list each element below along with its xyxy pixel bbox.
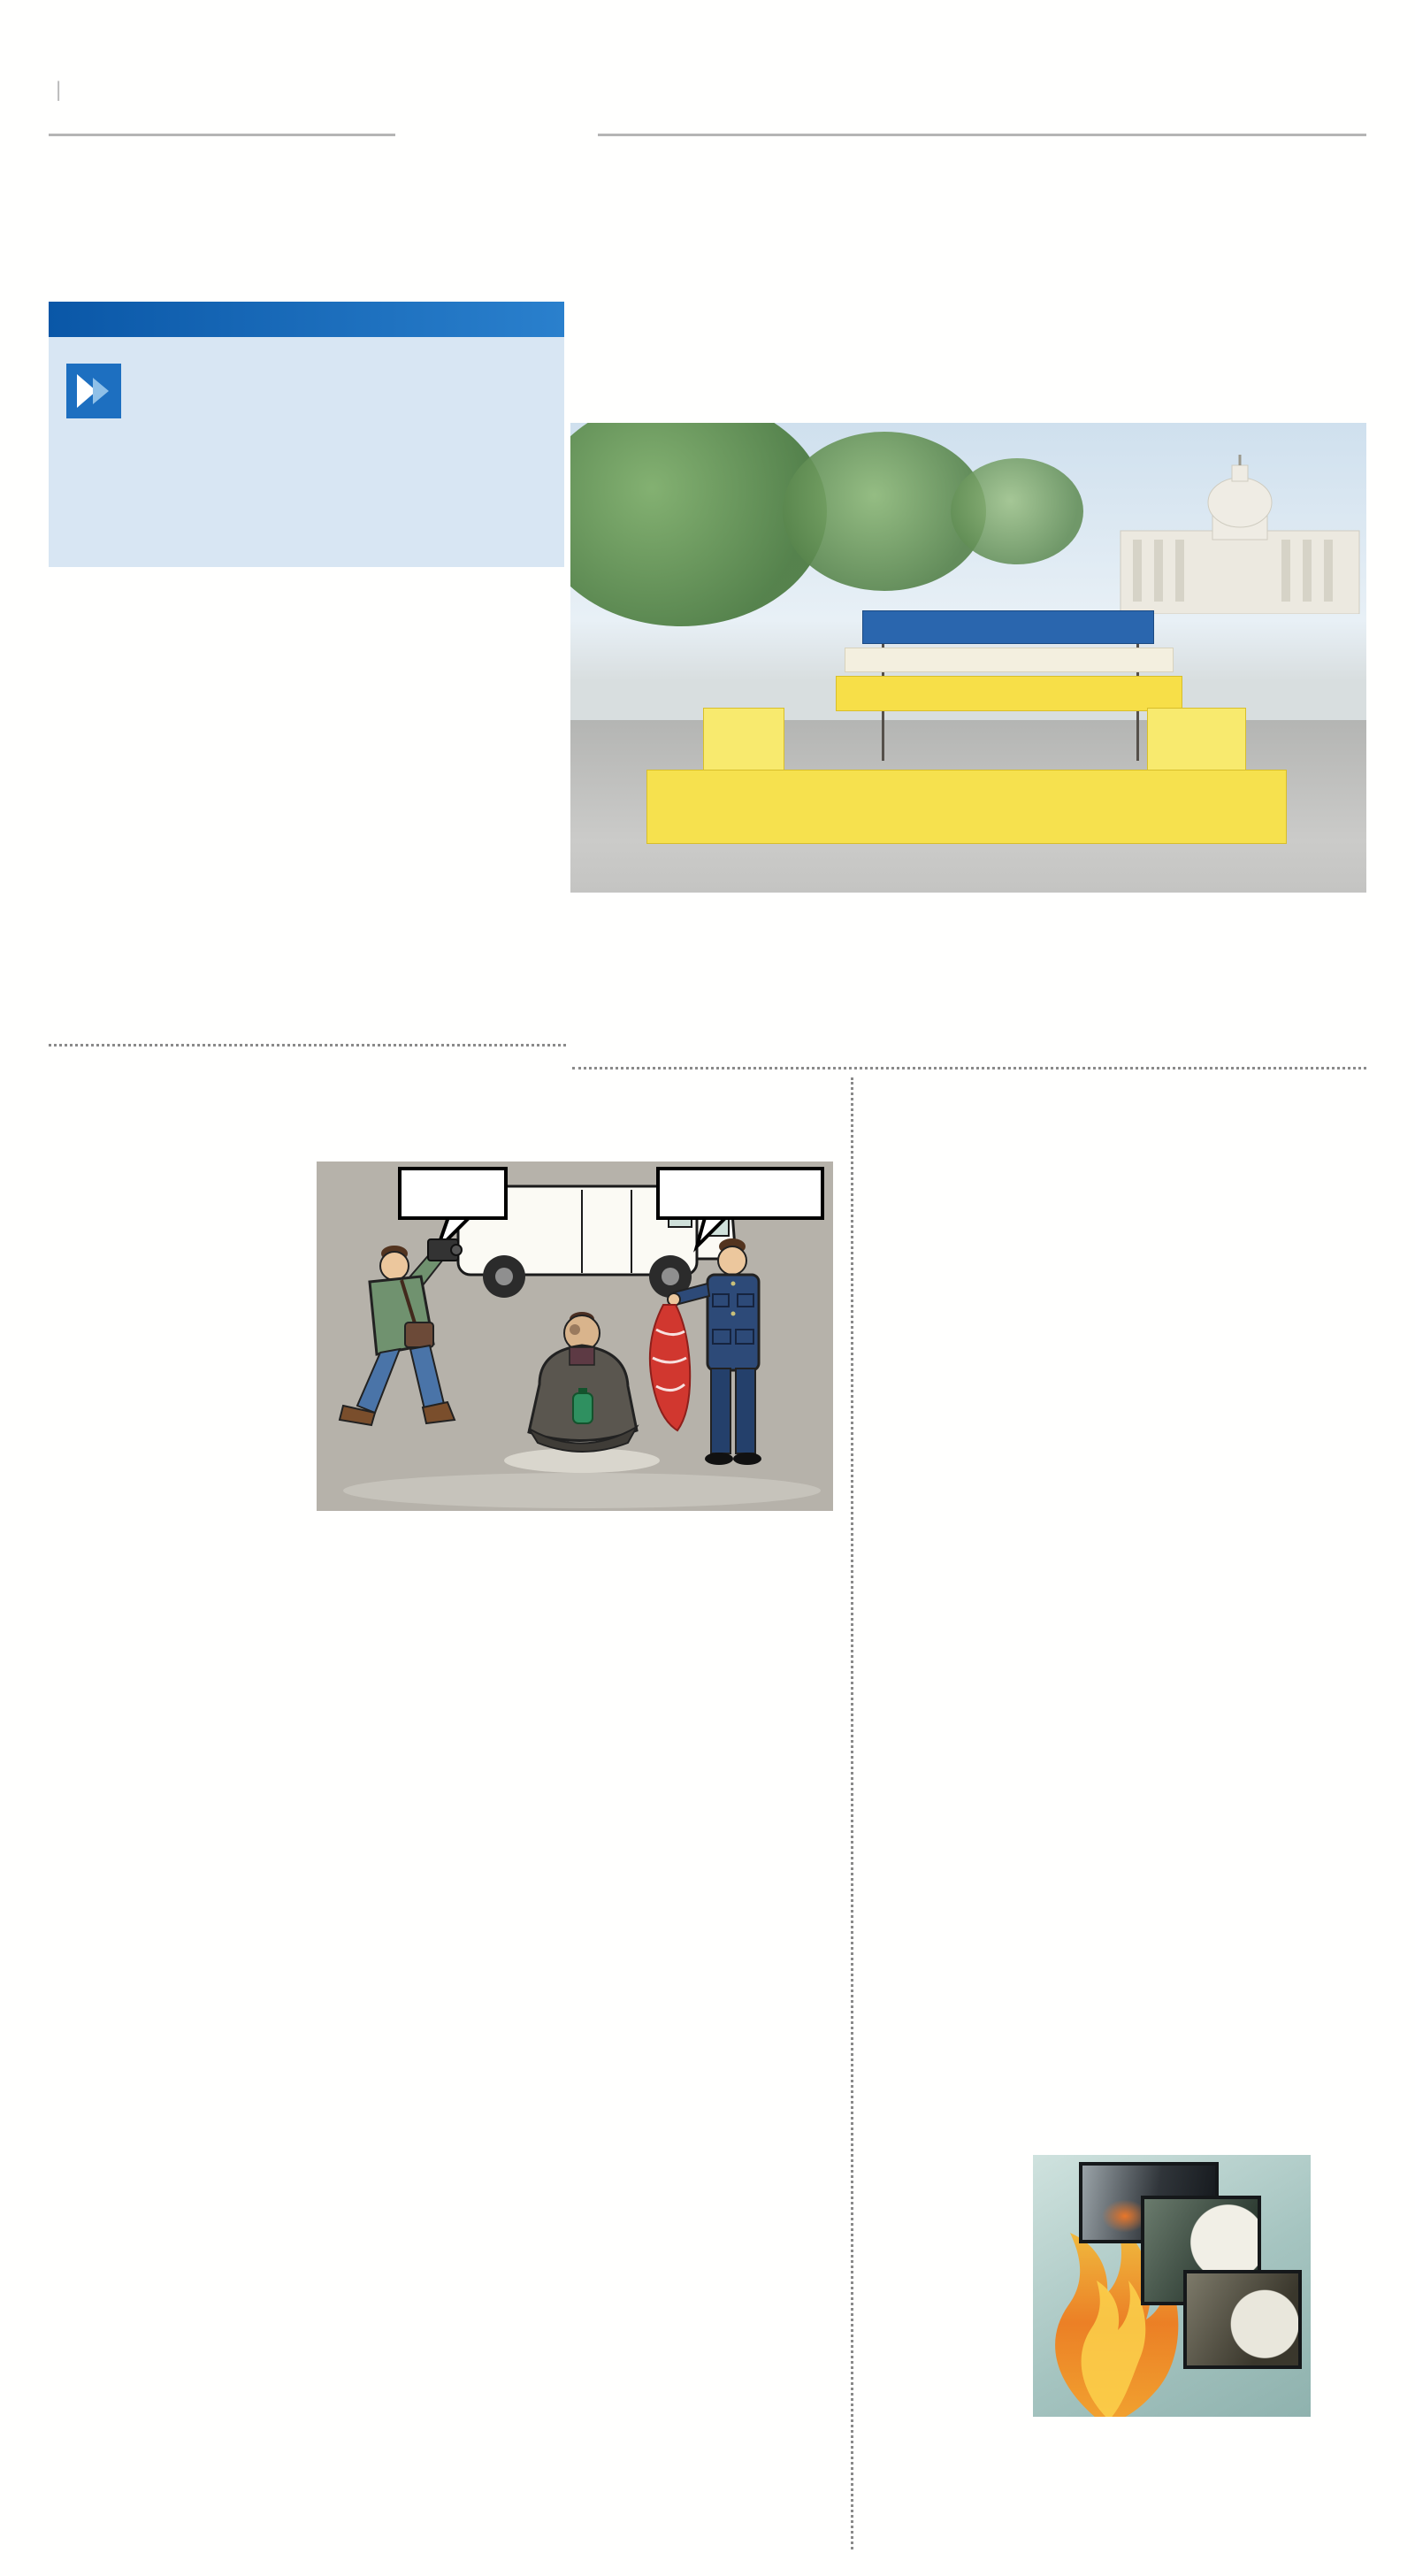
sign-left: [703, 708, 784, 777]
intro-box: [49, 337, 564, 567]
sign-right: [1147, 708, 1246, 777]
cartoon-illustration: [317, 1162, 833, 1511]
header-rule-left: [49, 134, 395, 136]
tv-screenshot-closeup: [1183, 2270, 1302, 2369]
page-date-line: [49, 76, 68, 103]
dotted-divider-vertical: [851, 1077, 853, 2549]
lead-photo: [570, 423, 1366, 893]
banner-english-persecution: [845, 648, 1174, 672]
tree: [951, 458, 1083, 564]
dotted-separator: [49, 1044, 566, 1046]
header-rule-right: [598, 134, 1366, 136]
capitol-building: [1106, 446, 1366, 618]
divider: |: [56, 78, 62, 102]
banner-practiced-freely: [836, 676, 1182, 711]
dotted-separator: [572, 1067, 1366, 1070]
gasoline-bottle: [573, 1393, 593, 1423]
author-bar: [49, 302, 564, 337]
false-fire-documentary-cover: [1033, 2155, 1311, 2417]
intro-arrow-icon: [66, 364, 121, 418]
banner-justice: [646, 770, 1287, 844]
banner-end-persecution: [862, 610, 1154, 644]
